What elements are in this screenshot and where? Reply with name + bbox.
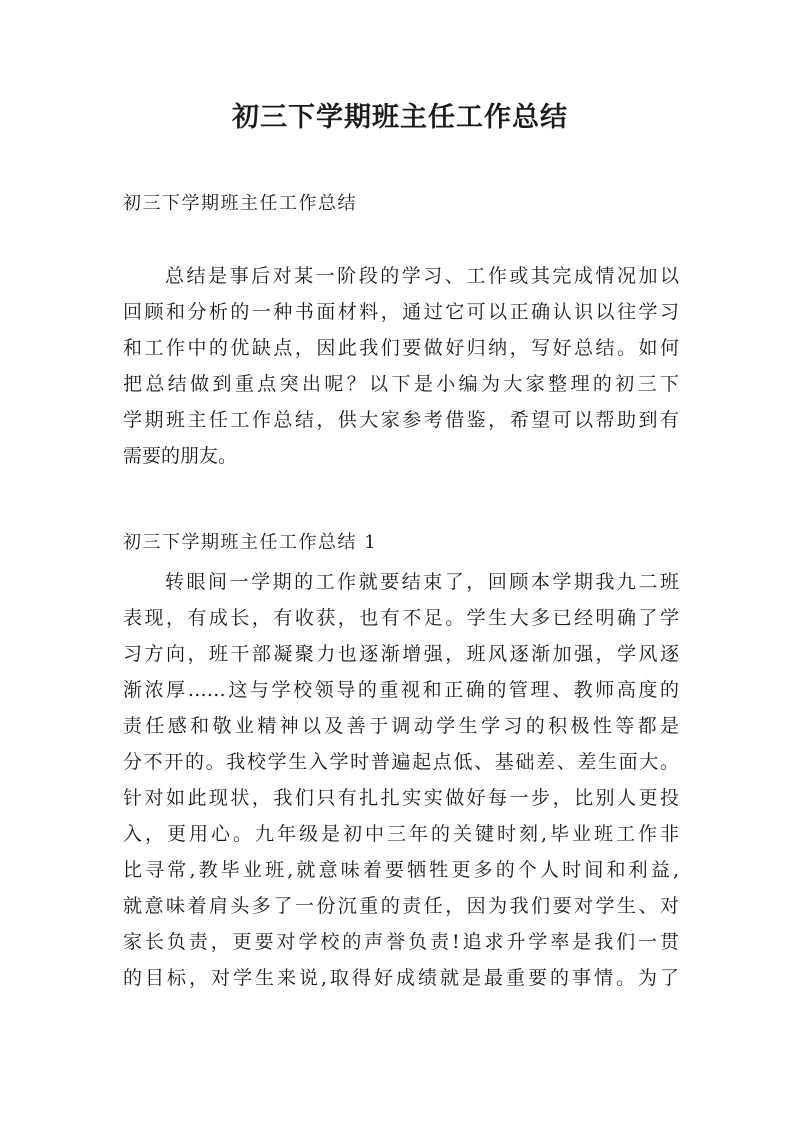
paragraph-line: 总结是事后对某一阶段的学习、工作或其完成情况加以 [165,265,679,287]
paragraph-line: 表现，有成长，有收获，也有不足。学生大多已经明确了学 [123,607,679,629]
paragraph-line: 家长负责，更要对学校的声誉负责!追求升学率是我们一贯 [123,931,679,953]
intro-paragraph [123,258,679,474]
document-title: 初三下学期班主任工作总结 [232,102,568,133]
section-heading: 初三下学期班主任工作总结 1 [123,532,378,553]
paragraph-line: 回顾和分析的一种书面材料，通过它可以正确认识以往学习 [123,301,679,323]
paragraph-line: 习方向，班干部凝聚力也逐渐增强，班风逐渐加强，学风逐 [123,643,679,665]
paragraph-line: 责任感和敬业精神以及善于调动学生学习的积极性等都是 [123,715,679,737]
paragraph-line: 比寻常,教毕业班,就意味着要牺牲更多的个人时间和利益, [123,859,679,881]
paragraph-line: 学期班主任工作总结，供大家参考借鉴，希望可以帮助到有 [123,409,679,431]
paragraph-line: 入，更用心。九年级是初中三年的关键时刻,毕业班工作非 [123,823,679,845]
paragraph-line: 针对如此现状，我们只有扎扎实实做好每一步，比别人更投 [123,787,679,809]
paragraph-line: 和工作中的优缺点，因此我们要做好归纳，写好总结。如何 [123,337,679,359]
paragraph-line: 转眼间一学期的工作就要结束了，回顾本学期我九二班 [165,571,679,593]
document-subtitle: 初三下学期班主任工作总结 [123,193,357,214]
paragraph-line: 渐浓厚……这与学校领导的重视和正确的管理、教师高度的 [123,679,679,701]
paragraph-line: 把总结做到重点突出呢？以下是小编为大家整理的初三下 [123,373,679,395]
paragraph-line: 需要的朋友。 [123,445,238,467]
paragraph-line: 的目标，对学生来说,取得好成绩就是最重要的事情。为了 [123,967,679,989]
paragraph-line: 分不开的。我校学生入学时普遍起点低、基础差、差生面大。 [123,751,679,773]
paragraph-line: 就意味着肩头多了一份沉重的责任，因为我们要对学生、对 [123,895,679,917]
section-paragraph [123,564,679,996]
